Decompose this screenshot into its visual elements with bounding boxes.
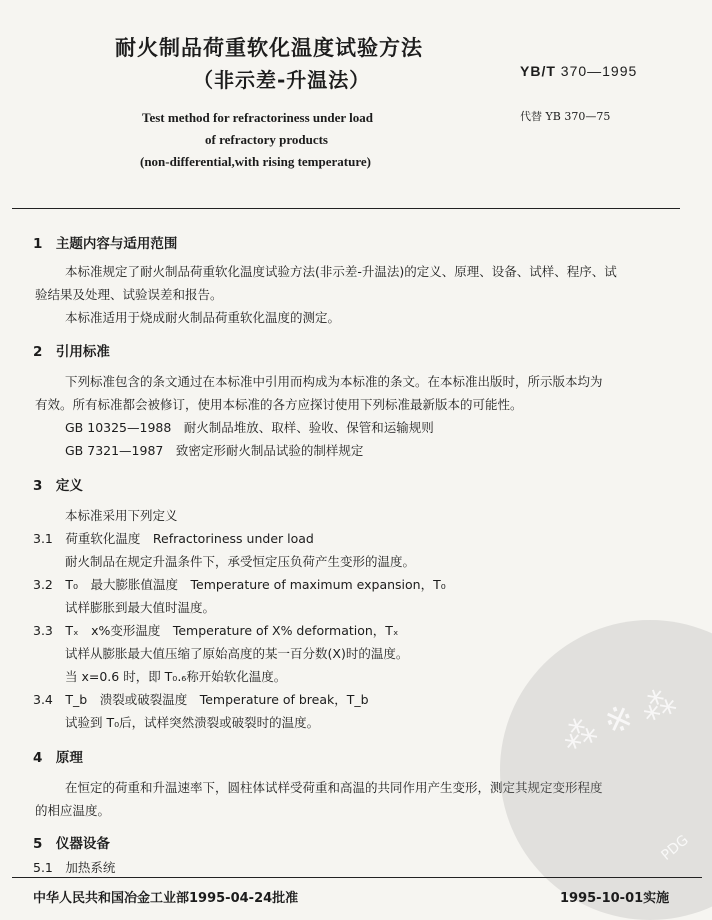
section-1-paragraph-2: 本标准适用于烧成耐火制品荷重软化温度的测定。 xyxy=(65,310,341,325)
watermark-seal-glyphs: ⁂ ※ ⁂ xyxy=(556,681,682,759)
definition-3-2-text: 试样膨胀到最大值时温度。 xyxy=(65,600,216,615)
standard-code xyxy=(520,63,637,79)
document-subtitle: （非示差-升温法） xyxy=(193,68,371,92)
standard-code-prefix: YB/T xyxy=(520,63,556,79)
footer-divider xyxy=(12,877,702,878)
section-4-paragraph-line-1: 在恒定的荷重和升温速率下，圆柱体试样受荷重和高温的共同作用产生变形，测定其规定变形程度 xyxy=(65,780,603,795)
subsection-5-1-title: 5.1 加热系统 xyxy=(33,860,116,875)
english-title-line-3: (non-differential,with rising temperature) xyxy=(140,154,371,169)
definition-3-3-title: 3.3 Tₓ x%变形温度 Temperature of X% deformation，Tₓ xyxy=(33,623,399,638)
section-4-paragraph-line-2: 的相应温度。 xyxy=(35,803,111,818)
section-5-heading: 5 仪器设备 xyxy=(33,836,110,852)
definition-3-1-title: 3.1 荷重软化温度 Refractoriness under load xyxy=(33,531,314,546)
english-title-line-2: of refractory products xyxy=(205,132,328,147)
definition-3-3-text-1: 试样从膨胀最大值压缩了原始高度的某一百分数(X)时的温度。 xyxy=(65,646,409,661)
english-title-line-1: Test method for refractoriness under load xyxy=(142,110,373,125)
definition-3-2-title: 3.2 T₀ 最大膨胀值温度 Temperature of maximum expansion，T₀ xyxy=(33,577,446,592)
replaces-note: 代替 YB 370—75 xyxy=(520,110,611,123)
section-2-paragraph-line-2: 有效。所有标准都会被修订，使用本标准的各方应探讨使用下列标准最新版本的可能性。 xyxy=(35,397,523,412)
approval-note: 中华人民共和国冶金工业部1995-04-24批准 xyxy=(33,891,299,906)
reference-standard-1: GB 10325—1988 耐火制品堆放、取样、验收、保管和运输规则 xyxy=(65,420,434,435)
watermark-pdg-label: PDG xyxy=(658,832,692,864)
standard-code-number: 370—1995 xyxy=(560,63,638,79)
implementation-date: 1995-10-01实施 xyxy=(560,891,670,906)
section-3-intro: 本标准采用下列定义 xyxy=(65,508,178,523)
section-2-heading: 2 引用标准 xyxy=(33,344,110,360)
definition-3-3-text-2: 当 x=0.6 时，即 T₀.₆称开始软化温度。 xyxy=(65,669,287,684)
definition-3-4-text: 试验到 T₀后，试样突然溃裂或破裂时的温度。 xyxy=(65,715,320,730)
header-divider xyxy=(12,208,680,209)
section-4-heading: 4 原理 xyxy=(33,750,83,766)
reference-standard-2: GB 7321—1987 致密定形耐火制品试验的制样规定 xyxy=(65,443,364,458)
definition-3-4-title: 3.4 T_b 溃裂或破裂温度 Temperature of break，T_b xyxy=(33,692,369,707)
definition-3-1-text: 耐火制品在规定升温条件下，承受恒定压负荷产生变形的温度。 xyxy=(65,554,416,569)
section-1-paragraph-line-1: 本标准规定了耐火制品荷重软化温度试验方法(非示差-升温法)的定义、原理、设备、试样、程序、试 xyxy=(65,264,617,279)
section-1-paragraph-line-2: 验结果及处理、试验误差和报告。 xyxy=(35,287,223,302)
section-2-paragraph-line-1: 下列标准包含的条文通过在本标准中引用而构成为本标准的条文。在本标准出版时，所示版本均为 xyxy=(65,374,603,389)
watermark-stamp xyxy=(500,620,712,920)
document-title: 耐火制品荷重软化温度试验方法 xyxy=(115,36,423,60)
section-3-heading: 3 定义 xyxy=(33,478,83,494)
section-1-heading: 1 主题内容与适用范围 xyxy=(33,236,178,252)
